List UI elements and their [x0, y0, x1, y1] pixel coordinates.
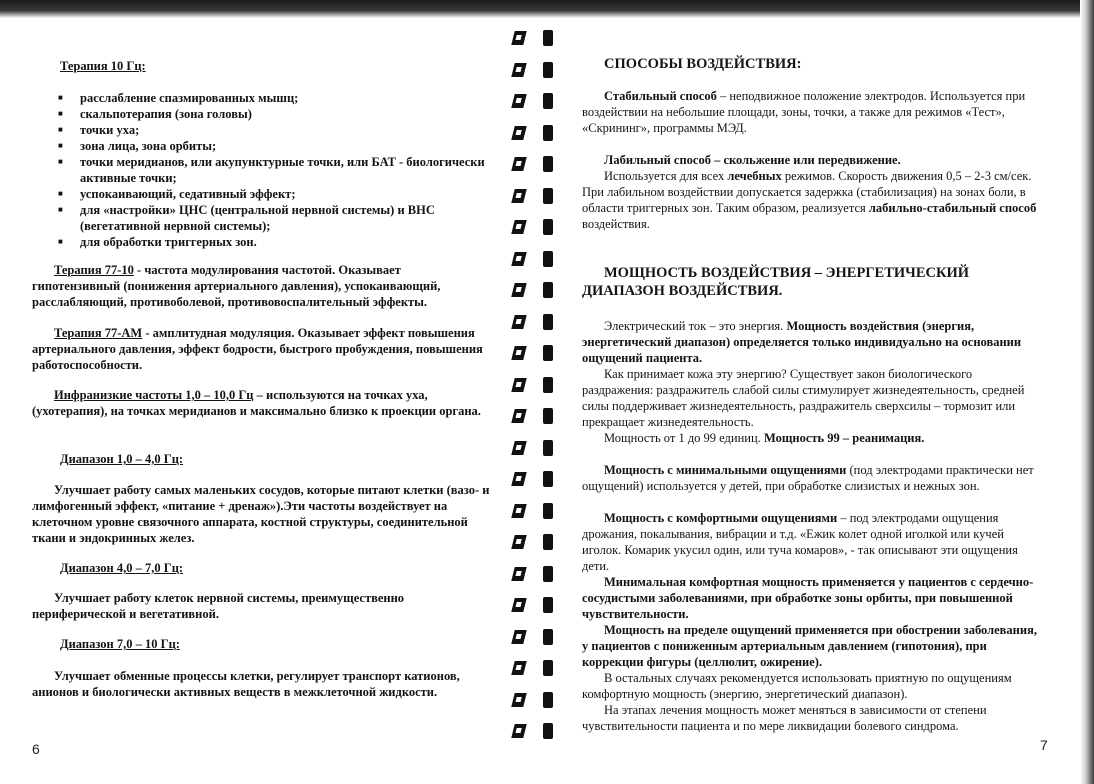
power-paragraph-4 — [582, 462, 1042, 494]
range-4-7-title: Диапазон 4,0 – 7,0 Гц: — [60, 561, 184, 575]
power-title: МОЩНОСТЬ ВОЗДЕЙСТВИЯ – ЭНЕРГЕТИЧЕСКИЙ ДИАПАЗОН ВОЗДЕЙСТВИЯ. — [582, 265, 970, 299]
list-item: ■ расслабление спазмированных мышц; — [32, 90, 492, 106]
range-7-10-text: Улучшает обменные процессы клетки, регулирует транспорт катионов, анионов и биологически активных веществ в межклеточной жидкости. — [32, 669, 460, 699]
list-item: ■ для «настройки» ЦНС (центральной нервной системы) и ВНС (вегетативной нервной системы); — [32, 202, 492, 234]
stable-method-paragraph — [582, 88, 1042, 136]
right-page — [582, 40, 1042, 770]
power-paragraph-7: Мощность на пределе ощущений применяется при обострении заболевания, у пациентов с пониженным артериальным давлением (гипотония), при коррекции фигуры (целлюлит, ожирение). — [582, 623, 1037, 669]
power-p5-text: – под электродами ощущения дрожания, покалывания, вибрации и т.д. «Ежик колет одной иголкой или кучей иголок. Комарик укусил один, или туча комаров», - так описывают эти ощущения дети. — [582, 511, 1018, 573]
binding-ring — [513, 219, 559, 236]
stable-method-text: – неподвижное положение электродов. Используется при воздействии на небольшие площади, зоны, точки, а также для режимов «Тест», «Скрининг», программы МЭД. — [582, 89, 1026, 135]
binding-ring — [513, 503, 559, 520]
scan-top-edge — [0, 0, 1094, 18]
labile-bold-3: лабильно-стабильный способ — [868, 201, 1037, 215]
labile-text-2: режимов. Скорость движения 0,5 – 2-3 см/сек. При лабильном воздействии допускается задержка (стабилизация) на зонах боли, в области триггерных зон. Таким образом, реализуется — [582, 169, 1032, 215]
therapy-77-am-text: - амплитудная модуляция. Оказывает эффект повышения артериального давления, эффект бодрости, быстрого пробуждения, повышения работоспособности. — [32, 326, 483, 372]
range-1-4-text: Улучшает работу самых маленьких сосудов, которые питают клетки (вазо- и лимфогенный эффект, «питание + дренаж»).Эти частоты воздействует на клеточном уровне связочного аппарата, костной структуры, соединительной ткани и эндокринных желез. — [32, 483, 490, 545]
list-item: ■ успокаивающий, седативный эффект; — [32, 186, 492, 202]
power-p4-bold: Мощность с минимальными ощущениями — [604, 463, 847, 477]
therapy-77-am-paragraph — [32, 325, 492, 373]
labile-text-1: Используется для всех — [604, 169, 728, 183]
scan-right-edge — [1080, 0, 1094, 784]
binding-ring — [513, 93, 559, 110]
binding-ring — [513, 377, 559, 394]
power-paragraph-1 — [582, 318, 1042, 366]
infralow-title: Инфранизкие частоты 1,0 – 10,0 Гц — [54, 388, 254, 402]
therapy-10hz-list — [32, 90, 492, 250]
power-paragraph-9: На этапах лечения мощность может меняться в зависимости от степени чувствительности пациента и по мере ликвидации болевого синдрома. — [582, 703, 987, 733]
spiral-binding — [507, 24, 563, 774]
power-paragraph-3 — [582, 430, 1042, 446]
list-item: ■ точки меридианов, или акупунктурные точки, или БАТ - биологически активные точки; — [32, 154, 492, 186]
power-p1-text: Электрический ток – это энергия. — [604, 319, 787, 333]
therapy-77-am-title: Терапия 77-АМ — [54, 326, 143, 340]
power-p3-text: Мощность от 1 до 99 единиц. — [604, 431, 764, 445]
power-p3-bold: Мощность 99 – реанимация. — [763, 431, 925, 445]
power-p5-bold: Мощность с комфортными ощущениями — [604, 511, 838, 525]
methods-title: СПОСОБЫ ВОЗДЕЙСТВИЯ: — [604, 56, 802, 72]
binding-ring — [513, 251, 559, 268]
range-7-10-title: Диапазон 7,0 – 10 Гц: — [60, 637, 180, 651]
binding-ring — [513, 597, 559, 614]
power-paragraph-6: Минимальная комфортная мощность применяется у пациентов с сердечно-сосудистыми заболеваниями, при обработке зоны орбиты, при повышенной чувствительности. — [582, 575, 1034, 621]
power-paragraph-2: Как принимает кожа эту энергию? Существует закон биологического раздражения: раздражитель слабой силы стимулирует жизнедеятельность, средней силы поддерживает жизнедеятельность, раздражитель сверхсилы – тормозит или прекращает жизнедеятельность. — [582, 367, 1025, 429]
page-number-right: 7 — [1040, 737, 1048, 753]
power-p1-bold: Мощность воздействия (энергия, энергетический диапазон) определяется только индивидуально на основании ощущений пациента. — [582, 319, 1022, 365]
power-paragraph-5 — [582, 510, 1042, 574]
binding-ring — [513, 62, 559, 79]
binding-ring — [513, 629, 559, 646]
infralow-text: – используются на точках уха, (ухотерапия), на точках меридианов и максимально близко к проекции органа. — [32, 388, 481, 418]
binding-ring — [513, 692, 559, 709]
labile-method-paragraph — [582, 168, 1042, 232]
binding-ring — [513, 471, 559, 488]
binding-ring — [513, 660, 559, 677]
therapy-77-10-text: - частота модулирования частотой. Оказывает гипотензивный (понижения артериального давления), успокаивающий, расслабляющий, противоболевой, противовоспалительный эффекты. — [32, 263, 441, 309]
binding-ring — [513, 723, 559, 740]
labile-bold-2: лечебных — [727, 169, 782, 183]
list-item: ■ для обработки триггерных зон. — [32, 234, 492, 250]
binding-ring — [513, 345, 559, 362]
therapy-77-10-title: Терапия 77-10 — [54, 263, 134, 277]
binding-ring — [513, 566, 559, 583]
power-p4-text: (под электродами практически нет ощущений) используется у детей, при обработке слизистых и нежных зон. — [582, 463, 1034, 493]
binding-ring — [513, 314, 559, 331]
binding-ring — [513, 125, 559, 142]
left-page — [32, 40, 492, 770]
binding-ring — [513, 188, 559, 205]
list-item: ■ зона лица, зона орбиты; — [32, 138, 492, 154]
therapy-77-10-paragraph — [32, 262, 492, 310]
labile-text-3: воздействия. — [582, 217, 650, 231]
list-item: ■ точки уха; — [32, 122, 492, 138]
binding-ring — [513, 156, 559, 173]
range-4-7-text: Улучшает работу клеток нервной системы, преимущественно периферической и вегетативной. — [32, 591, 405, 621]
infralow-paragraph — [32, 387, 492, 419]
binding-ring — [513, 282, 559, 299]
binding-ring — [513, 534, 559, 551]
stable-method-label: Стабильный способ — [604, 89, 717, 103]
range-1-4-title: Диапазон 1,0 – 4,0 Гц: — [60, 452, 184, 466]
list-item: ■ скальпотерапия (зона головы) — [32, 106, 492, 122]
page-number-left: 6 — [32, 741, 40, 757]
labile-method-title: Лабильный способ – скольжение или передвижение. — [604, 153, 901, 167]
binding-ring — [513, 440, 559, 457]
therapy-10hz-title: Терапия 10 Гц: — [60, 59, 146, 73]
power-paragraph-8: В остальных случаях рекомендуется использовать приятную по ощущениям комфортную мощность (энергию, энергетический диапазон). — [582, 671, 1012, 701]
binding-ring — [513, 30, 559, 47]
binding-ring — [513, 408, 559, 425]
